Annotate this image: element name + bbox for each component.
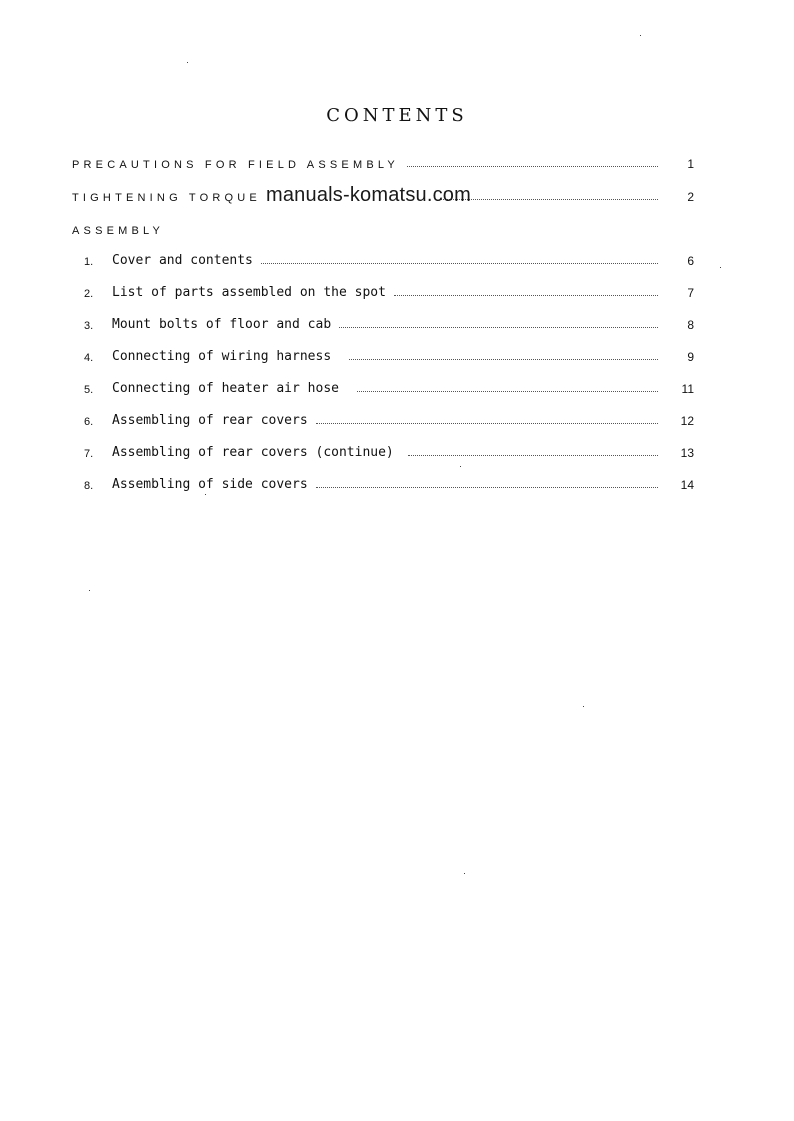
scan-speck xyxy=(640,35,641,36)
toc-item-heater-air-hose[interactable] xyxy=(72,378,694,396)
toc-item-number: 8. xyxy=(84,480,94,492)
toc-section-label: PRECAUTIONS FOR FIELD ASSEMBLY xyxy=(72,159,399,171)
toc-item-label: Assembling of side covers xyxy=(112,477,308,492)
scan-speck xyxy=(89,590,90,591)
toc-item-number: 3. xyxy=(84,320,94,332)
scan-speck xyxy=(464,873,465,874)
toc-item-number: 6. xyxy=(84,416,94,428)
toc-leader xyxy=(407,165,658,167)
toc-leader xyxy=(349,358,658,360)
toc-item-number: 7. xyxy=(84,448,94,460)
watermark-text: manuals-komatsu.com xyxy=(266,184,471,206)
toc-section-label: ASSEMBLY xyxy=(72,225,165,237)
toc-page-number: 13 xyxy=(680,446,694,460)
toc-item-label: Connecting of wiring harness xyxy=(112,349,332,364)
toc-leader xyxy=(316,422,658,424)
scan-speck xyxy=(583,706,584,707)
toc-section-label: TIGHTENING TORQUE xyxy=(72,192,261,204)
toc-page-number: 8 xyxy=(687,318,694,332)
toc-item-rear-covers-continue[interactable] xyxy=(72,442,694,460)
toc-item-number: 2. xyxy=(84,288,94,300)
toc-leader xyxy=(261,262,658,264)
toc-leader xyxy=(339,326,658,328)
toc-item-mount-bolts[interactable] xyxy=(72,314,694,332)
toc-item-rear-covers[interactable] xyxy=(72,410,694,428)
toc-page-number: 6 xyxy=(687,254,694,268)
scan-speck xyxy=(720,267,721,268)
toc-page-number: 2 xyxy=(687,190,694,204)
toc-page-number: 14 xyxy=(680,478,694,492)
toc-section-precautions[interactable] xyxy=(72,153,694,171)
toc-page-number: 12 xyxy=(680,414,694,428)
toc-item-label: Connecting of heater air hose xyxy=(112,381,339,396)
toc-item-label: Assembling of rear covers (continue) xyxy=(112,445,394,460)
toc-item-label: Assembling of rear covers xyxy=(112,413,308,428)
toc-item-label: Mount bolts of floor and cab xyxy=(112,317,332,332)
toc-leader xyxy=(316,486,658,488)
toc-item-number: 5. xyxy=(84,384,94,396)
toc-item-cover-and-contents[interactable] xyxy=(72,250,694,268)
toc-page-number: 7 xyxy=(687,286,694,300)
toc-item-wiring-harness[interactable] xyxy=(72,346,694,364)
scan-speck xyxy=(460,466,461,467)
toc-item-number: 4. xyxy=(84,352,94,364)
toc-leader xyxy=(357,390,658,392)
toc-item-list-of-parts[interactable] xyxy=(72,282,694,300)
scan-speck xyxy=(205,494,206,495)
toc-page-number: 9 xyxy=(687,350,694,364)
toc-section-assembly[interactable] xyxy=(72,219,694,237)
page-title: CONTENTS xyxy=(326,105,468,126)
toc-item-number: 1. xyxy=(84,256,94,268)
toc-leader xyxy=(408,454,658,456)
toc-leader xyxy=(441,198,658,200)
toc-page-number: 11 xyxy=(681,382,694,396)
toc-item-side-covers[interactable] xyxy=(72,474,694,492)
toc-page-number: 1 xyxy=(687,157,694,171)
toc-leader xyxy=(394,294,658,296)
scan-speck xyxy=(187,62,188,63)
toc-item-label: List of parts assembled on the spot xyxy=(112,285,386,300)
toc-item-label: Cover and contents xyxy=(112,253,253,268)
